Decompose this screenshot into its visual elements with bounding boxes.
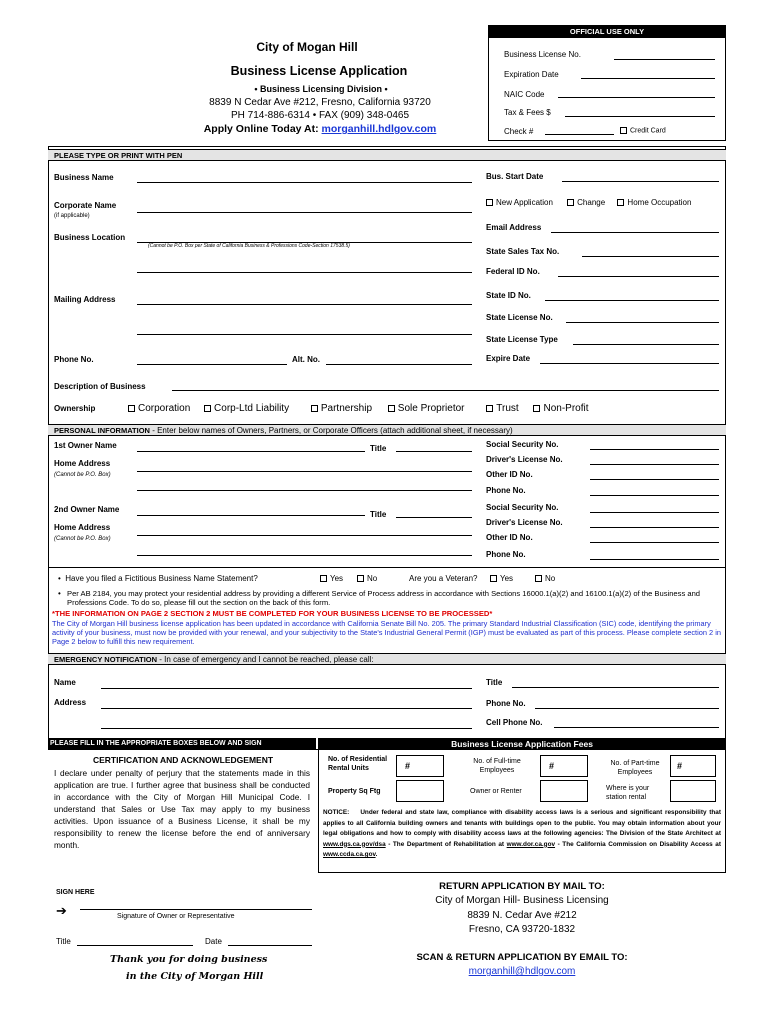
sales-tax-label: State Sales Tax No. — [486, 247, 560, 256]
property-sqft-label: Property Sq Ftg — [328, 788, 381, 795]
state-license-type-label: State License Type — [486, 335, 558, 344]
business-name-label: Business Name — [54, 173, 114, 182]
owner1-dl-field[interactable] — [590, 464, 719, 465]
arrow-right-icon: ➔ — [56, 903, 67, 918]
parttime-box[interactable] — [670, 755, 716, 777]
credit-card-checkbox[interactable] — [620, 127, 627, 134]
email-address-field[interactable] — [551, 232, 719, 233]
veteran-no-label: No — [545, 574, 556, 583]
station-rental-box[interactable] — [670, 780, 716, 802]
owner2-dl-label: Driver's License No. — [486, 518, 563, 527]
signature-caption: Signature of Owner or Representative — [117, 913, 235, 920]
emergency-name-field[interactable] — [101, 688, 472, 689]
owner1-other-id-label: Other ID No. — [486, 470, 533, 479]
cert-text: I declare under penalty of perjury that the statements made in this application are true. I further agree that business shall be conducted in accordance with the City of Morgan Hill Municipal Code. I understand that Sales or Use Tax may apply to my business activities. Upon issuance of a Business License, it shall be my responsibility to renew the license before the end of anniversary month. — [54, 768, 310, 850]
return-mail-line1: City of Morgan Hill- Business Licensing — [435, 895, 609, 906]
owner1-other-id-field[interactable] — [590, 479, 719, 480]
fbn-yes-label: Yes — [330, 574, 344, 583]
ownership-options — [128, 403, 589, 414]
application-title: Business License Application — [230, 64, 408, 78]
owner1-ssn-label: Social Security No. — [486, 440, 559, 449]
dgs-link[interactable]: www.dgs.ca.gov/dsa — [323, 840, 386, 848]
corporate-name-field[interactable] — [137, 212, 472, 213]
owner1-name-label: 1st Owner Name — [54, 441, 117, 450]
home-occupation-option[interactable] — [617, 198, 691, 207]
own-trust-label: Trust — [496, 403, 519, 414]
state-license-type-field[interactable] — [573, 344, 719, 345]
owner1-title-field[interactable] — [396, 451, 472, 452]
owner2-ssn-field[interactable] — [590, 512, 719, 513]
notice-text: Under federal and state law, compliance with disability access laws is a serious and significant responsibility that applies to all California building owners and tenants with buildings open to the public. You may obtain information about your legal obligations and how to comply with disability access laws at the following agencies: The Division of the State Architect at — [323, 809, 721, 837]
address-line: 8839 N Cedar Ave #212, Fresno, California 93720 — [209, 97, 431, 108]
residential-hash: # — [405, 761, 411, 771]
page2-warning: *THE INFORMATION ON PAGE 2 SECTION 2 MUST BE COMPLETED FOR YOUR BUSINESS LICENSE TO BE PROCESSED* — [52, 609, 493, 618]
mailing-address-field-2[interactable] — [137, 334, 472, 335]
federal-id-label: Federal ID No. — [486, 267, 540, 276]
owner1-home-field[interactable] — [137, 471, 472, 472]
sign-title-field[interactable] — [77, 945, 193, 946]
home-occupation-checkbox[interactable] — [617, 199, 624, 206]
phone-no-label: Phone No. — [54, 355, 94, 364]
state-license-label: State License No. — [486, 313, 553, 322]
parttime-label: No. of Part-time Employees — [610, 760, 660, 776]
emergency-phone-label: Phone No. — [486, 699, 526, 708]
own-nonprofit-label: Non-Profit — [543, 403, 589, 414]
expiration-date-field[interactable] — [581, 78, 715, 79]
owner1-home-label: Home Address — [54, 459, 111, 468]
bullet-icon: • — [58, 574, 61, 583]
new-application-label: New Application — [496, 198, 553, 207]
owner2-ssn-label: Social Security No. — [486, 503, 559, 512]
state-license-field[interactable] — [566, 322, 719, 323]
fbn-no[interactable] — [357, 574, 377, 583]
start-date-label: Bus. Start Date — [486, 172, 544, 181]
owner1-phone-field[interactable] — [590, 495, 719, 496]
owner2-home-label: Home Address — [54, 523, 111, 532]
return-mail-title: RETURN APPLICATION BY MAIL TO: — [439, 881, 605, 892]
expire-date-field[interactable] — [540, 363, 719, 364]
license-no-label: Business License No. — [504, 50, 581, 59]
emergency-cell-field[interactable] — [554, 727, 719, 728]
check-label: Check # — [504, 127, 534, 136]
veteran-question: Are you a Veteran? — [409, 574, 478, 583]
owner2-other-id-label: Other ID No. — [486, 533, 533, 542]
disability-notice — [323, 808, 721, 861]
expiration-date-label: Expiration Date — [504, 70, 559, 79]
fbn-yes[interactable] — [320, 574, 343, 583]
ab2184-note: Per AB 2184, you may protect your residential address by providing a different Service of Process address in accordance with Sections 16000.1(a)(2) and 16100.1(a)(2) of the Business and Professions Code. To do so, please fill out the section on the back of this form. — [67, 589, 701, 607]
mailing-address-field[interactable] — [137, 304, 472, 305]
city-title: City of Mogan Hill — [256, 40, 358, 54]
emergency-title-label: Title — [486, 678, 503, 687]
sales-tax-field[interactable] — [582, 256, 719, 257]
own-partnership-label: Partnership — [320, 403, 373, 414]
emergency-address-field-2[interactable] — [101, 728, 472, 729]
change-label: Change — [577, 198, 606, 207]
phone-fax-line: PH 714-886-6314 • FAX (909) 348-0465 — [230, 110, 410, 121]
owner2-name-field[interactable] — [137, 515, 365, 516]
own-corporation-checkbox[interactable] — [128, 405, 135, 412]
federal-id-field[interactable] — [558, 276, 719, 277]
owner2-dl-field[interactable] — [590, 527, 719, 528]
sign-title-label: Title — [56, 937, 71, 946]
emergency-phone-field[interactable] — [535, 708, 719, 709]
mailing-address-label: Mailing Address — [54, 295, 116, 304]
fbn-no-checkbox[interactable] — [357, 575, 364, 582]
own-corp-ltd[interactable] — [204, 403, 289, 414]
own-trust-checkbox[interactable] — [486, 405, 493, 412]
start-date-field[interactable] — [562, 181, 719, 182]
own-corporation[interactable] — [128, 403, 190, 414]
corporate-name-label: Corporate Name — [54, 201, 117, 210]
po-box-note: (Cannot be P.O. Box per State of California Business & Professions Code-Section 17538.5) — [148, 243, 350, 249]
ccda-prefix: - The California Commission on Disability Access at — [555, 840, 721, 848]
residential-units-box[interactable] — [396, 755, 444, 777]
owner2-title-label: Title — [370, 510, 387, 519]
ccda-suffix: . — [375, 851, 378, 858]
return-mail-line3: Fresno, CA 93720-1832 — [468, 924, 576, 935]
own-sole-checkbox[interactable] — [388, 405, 395, 412]
own-corp-ltd-label: Corp-Ltd Liability — [214, 403, 290, 414]
section-type-print: PLEASE TYPE OR PRINT WITH PEN — [48, 149, 726, 161]
veteran-yes-checkbox[interactable] — [490, 575, 497, 582]
ccda-link[interactable]: www.ccda.ca.gov — [323, 851, 376, 858]
own-sole-label: Sole Proprietor — [397, 403, 465, 414]
fbn-no-label: No — [367, 574, 378, 583]
ownership-label: Ownership — [54, 404, 96, 413]
cert-title: CERTIFICATION AND ACKNOWLEDGEMENT — [92, 755, 274, 765]
owner1-phone-label: Phone No. — [486, 486, 526, 495]
return-mail-line2: 8839 N. Cedar Ave #212 — [467, 910, 577, 921]
veteran-no-checkbox[interactable] — [535, 575, 542, 582]
veteran-no[interactable] — [535, 574, 555, 583]
official-use-box — [488, 25, 726, 141]
application-type-options — [486, 198, 691, 207]
signature-field[interactable] — [80, 909, 312, 910]
business-name-field[interactable] — [137, 182, 472, 183]
parttime-hash: # — [677, 761, 683, 771]
fulltime-box[interactable] — [540, 755, 588, 777]
emergency-name-label: Name — [54, 678, 76, 687]
official-use-title: OFFICIAL USE ONLY — [489, 26, 725, 38]
description-field[interactable] — [172, 390, 719, 391]
new-application-checkbox[interactable] — [486, 199, 493, 206]
apply-online-link[interactable]: morganhill.hdlgov.com — [321, 123, 437, 135]
fbn-question: Have you filed a Fictitious Business Name Statement? — [65, 574, 258, 583]
tax-fees-field[interactable] — [565, 116, 715, 117]
return-email-link[interactable]: morganhill@hdlgov.com — [468, 966, 576, 977]
tax-fees-label: Tax & Fees $ — [504, 108, 551, 117]
veteran-yes[interactable] — [490, 574, 513, 583]
license-no-field[interactable] — [614, 59, 715, 60]
station-rental-label: Where is your station rental — [606, 785, 650, 801]
business-location-field-2[interactable] — [137, 272, 472, 273]
ab2184-bullet: • — [58, 589, 61, 598]
own-partnership[interactable] — [311, 403, 372, 414]
change-option[interactable] — [567, 198, 605, 207]
owner-renter-label: Owner or Renter — [470, 788, 522, 795]
owner2-title-field[interactable] — [396, 517, 472, 518]
emergency-subtitle: - In case of emergency and I cannot be reached, please call: — [157, 655, 374, 664]
owner1-home-field-2[interactable] — [137, 490, 472, 491]
state-id-field[interactable] — [545, 300, 719, 301]
owner2-other-id-field[interactable] — [590, 542, 719, 543]
dor-prefix: - The Department of Rehabilitation at — [385, 840, 507, 848]
owner1-name-field[interactable] — [137, 451, 365, 452]
divider-questions — [48, 567, 726, 568]
notice-label: NOTICE: — [323, 809, 350, 816]
naic-code-field[interactable] — [558, 97, 715, 98]
fees-bar: Business License Application Fees — [318, 738, 726, 750]
alt-no-label: Alt. No. — [292, 355, 320, 364]
check-field[interactable] — [545, 134, 614, 135]
description-label: Description of Business — [54, 382, 146, 391]
residential-units-label: No. of Residential Rental Units — [328, 756, 388, 772]
alt-no-field[interactable] — [326, 364, 472, 365]
owner-renter-box[interactable] — [540, 780, 588, 802]
sign-here-label: SIGN HERE — [56, 889, 95, 896]
new-application-option[interactable] — [486, 198, 553, 207]
emergency-address-label: Address — [54, 698, 87, 707]
sic-note: The City of Morgan Hill business license application has been updated in accordance with California Senate Bill No. 205. The primary Standard Industrial Classification (SIC) code, identifying the primary activity of your business, must now be provided with your renewal, and your subjectivity to the State's Industrial General Permit (IGP) must be evaluated as part of this process. Please complete section 2 in Page 2 below to fulfill this new requirement. — [52, 619, 721, 646]
emergency-address-field[interactable] — [101, 708, 472, 709]
own-corp-ltd-checkbox[interactable] — [204, 405, 211, 412]
sign-date-field[interactable] — [228, 945, 312, 946]
own-corporation-label: Corporation — [138, 403, 191, 414]
property-sqft-box[interactable] — [396, 780, 444, 802]
fbn-question-row — [58, 574, 258, 583]
own-partnership-checkbox[interactable] — [311, 405, 318, 412]
fulltime-label: No. of Full-time Employees — [473, 758, 521, 774]
owner1-title-label: Title — [370, 444, 387, 453]
personal-title: PERSONAL INFORMATION — [54, 426, 150, 435]
section-personal — [48, 424, 726, 436]
thanks-line-2: in the City of Morgan Hill — [126, 971, 264, 982]
credit-card-option[interactable] — [620, 127, 666, 134]
fulltime-hash: # — [549, 761, 555, 771]
own-nonprofit-checkbox[interactable] — [533, 405, 540, 412]
own-trust[interactable] — [486, 403, 518, 414]
credit-card-label: Credit Card — [630, 127, 666, 135]
veteran-yes-label: Yes — [500, 574, 514, 583]
sign-date-label: Date — [205, 937, 222, 946]
home-occupation-label: Home Occupation — [627, 198, 692, 207]
owner2-phone-label: Phone No. — [486, 550, 526, 559]
state-id-label: State ID No. — [486, 291, 531, 300]
own-nonprofit[interactable] — [533, 403, 588, 414]
apply-online-prefix: Apply Online Today At: — [203, 123, 319, 135]
dor-link[interactable]: www.dor.ca.gov — [506, 840, 556, 848]
division-line: • Business Licensing Division • — [254, 84, 388, 94]
expire-date-label: Expire Date — [486, 354, 531, 363]
email-address-label: Email Address — [486, 223, 542, 232]
owner2-name-label: 2nd Owner Name — [54, 505, 120, 514]
apply-online-line — [160, 123, 480, 135]
fbn-yes-checkbox[interactable] — [320, 575, 327, 582]
business-location-label: Business Location — [54, 233, 126, 242]
naic-code-label: NAIC Code — [504, 90, 545, 99]
own-sole[interactable] — [388, 403, 465, 414]
thanks-line-1: Thank you for doing business — [110, 954, 268, 965]
owner1-ssn-field[interactable] — [590, 449, 719, 450]
phone-no-field[interactable] — [137, 364, 287, 365]
owner1-po-note: (Cannot be P.O. Box) — [54, 472, 111, 478]
owner1-dl-label: Driver's License No. — [486, 455, 563, 464]
owner2-home-field[interactable] — [137, 535, 472, 536]
if-applicable-note: (if applicable) — [54, 213, 90, 219]
emergency-cell-label: Cell Phone No. — [486, 718, 543, 727]
personal-subtitle: - Enter below names of Owners, Partners, or Corporate Officers (attach additional sheet, if necessary) — [149, 426, 513, 435]
owner2-home-field-2[interactable] — [137, 555, 472, 556]
emergency-title-field[interactable] — [512, 687, 719, 688]
owner2-phone-field[interactable] — [590, 559, 719, 560]
change-checkbox[interactable] — [567, 199, 574, 206]
sign-bar: PLEASE FILL IN THE APPROPRIATE BOXES BELOW AND SIGN — [48, 738, 316, 750]
return-email-title: SCAN & RETURN APPLICATION BY EMAIL TO: — [416, 952, 628, 963]
emergency-title: EMERGENCY NOTIFICATION — [54, 655, 158, 664]
owner2-po-note: (Cannot be P.O. Box) — [54, 536, 111, 542]
section-emergency — [48, 653, 726, 665]
